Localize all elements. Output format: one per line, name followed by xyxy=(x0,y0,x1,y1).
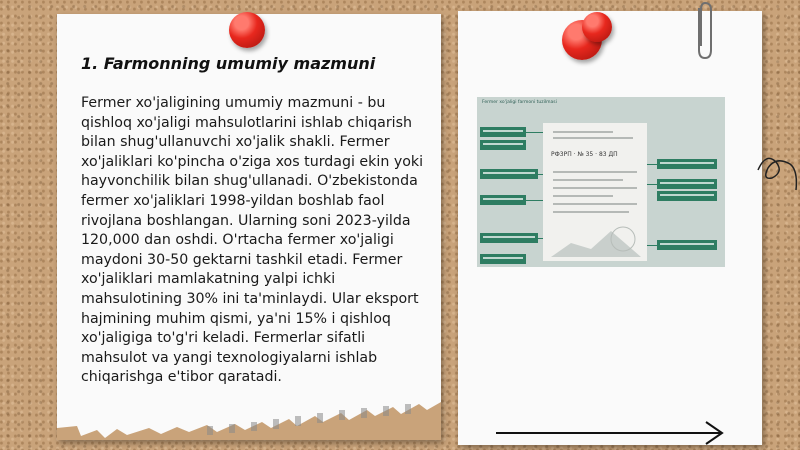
connector-line xyxy=(526,200,543,201)
doc-text-line xyxy=(553,131,613,133)
callout-tag xyxy=(480,127,526,137)
callout-tag xyxy=(480,140,526,150)
connector-line xyxy=(647,184,657,185)
torn-edge-decoration xyxy=(57,402,441,440)
decree-infographic-image xyxy=(477,97,725,267)
callout-tag xyxy=(657,240,717,250)
doc-graphic xyxy=(551,221,641,257)
squiggle-doodle xyxy=(756,150,800,200)
document-preview xyxy=(543,123,647,261)
body-paragraph: Fermer xo'jaligining umumiy mazmuni - bu qishloq xo'jaligi mahsulotlarini ishlab chiqarish bilan shug'ullanuvchi xo'jalik shakli. Fermer xo'jaliklari ko'pincha o'ziga xos turdagi ekin yoki hayvonchilik bilan shug'ullanadi. O'zbekistonda fermer xo'jaliklari 1998-yildan boshlab faol rivojlana boshlangan. Ularning soni 2023-yilda 120,000 dan oshdi. O'rtacha fermer xo'jaligi maydoni 30-50 gektarni tashkil etadi. Fermer xo'jaliklari mamlakatning yalpi ichki mahsulotining 30% ini ta'minlaydi. Ular eksport hajmining muhim qismi, ya'ni 15% i qishloq xo'jaligiga to'g'ri keladi. Fermerlar sifatli mahsulot va yangi texnologiyalarni ishlab chiqarishga e'tibor qaratadi. xyxy=(81,95,424,386)
connector-line xyxy=(647,245,657,246)
connector-line xyxy=(538,174,543,175)
connector-line xyxy=(538,238,543,239)
callout-tag xyxy=(657,179,717,189)
doc-text-line xyxy=(553,171,637,173)
doc-text-line xyxy=(553,137,633,139)
doc-text-line xyxy=(553,179,623,181)
callout-tag xyxy=(657,191,717,201)
section-heading: 1. Farmonning umumiy mazmuni xyxy=(81,54,376,73)
doc-text-line xyxy=(553,195,613,197)
arrow-right-icon xyxy=(494,418,726,448)
document-number: РФ3РП · № 35 · 83 ДП xyxy=(551,151,618,158)
doc-text-line xyxy=(553,187,637,189)
pushpin-icon xyxy=(229,12,265,48)
doc-text-line xyxy=(553,211,629,213)
connector-line xyxy=(647,164,657,165)
callout-tag xyxy=(480,169,538,179)
left-note-paper xyxy=(57,14,441,440)
callout-tag xyxy=(480,233,538,243)
infographic-title: Fermer xo'jaligi farmoni tuzilmasi xyxy=(482,100,557,105)
pushpin-icon xyxy=(582,12,612,42)
callout-tag xyxy=(657,159,717,169)
callout-tag xyxy=(480,254,526,264)
paperclip-icon xyxy=(693,0,715,62)
connector-line xyxy=(526,132,543,133)
doc-text-line xyxy=(553,203,637,205)
callout-tag xyxy=(480,195,526,205)
